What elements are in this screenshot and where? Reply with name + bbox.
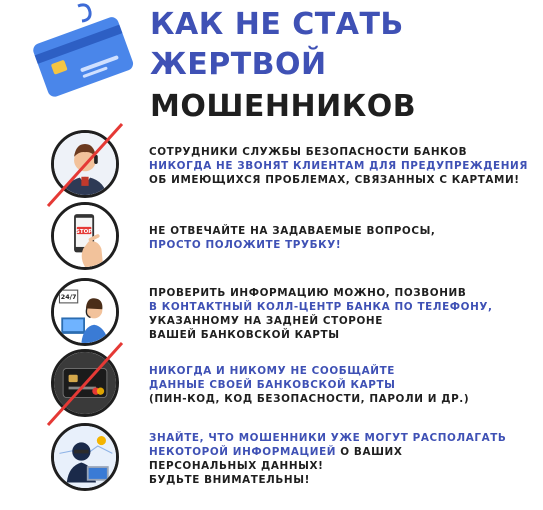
tip-text bbox=[149, 145, 528, 187]
tip-text bbox=[149, 431, 506, 487]
tip-card-data bbox=[48, 347, 538, 423]
tip-line-highlight: ПРОСТО ПОЛОЖИТЕ ТРУБКУ! bbox=[149, 239, 342, 251]
call-center-icon bbox=[51, 278, 119, 346]
phone-stop-icon bbox=[51, 202, 119, 270]
tip-personal-data bbox=[48, 421, 538, 497]
tip-line: СОТРУДНИКИ СЛУЖБЫ БЕЗОПАСНОСТИ БАНКОВ bbox=[149, 146, 468, 158]
hacker-icon bbox=[51, 423, 119, 491]
tip-line-highlight: НЕКОТОРОЙ ИНФОРМАЦИЕЙ bbox=[149, 446, 337, 458]
title-line-1: КАК НЕ СТАТЬ bbox=[150, 7, 404, 42]
tip-line-highlight: ДАННЫЕ СВОЕЙ БАНКОВСКОЙ КАРТЫ bbox=[149, 379, 396, 391]
tip-line: БУДЬТЕ ВНИМАТЕЛЬНЫ! bbox=[149, 474, 310, 486]
tip-call-center bbox=[48, 276, 538, 352]
tip-line: НЕ ОТВЕЧАЙТЕ НА ЗАДАВАЕМЫЕ ВОПРОСЫ, bbox=[149, 225, 436, 237]
svg-text:STOP: STOP bbox=[75, 228, 93, 235]
title-line-2: ЖЕРТВОЙ bbox=[150, 47, 327, 82]
bank-card-hook-icon bbox=[20, 2, 140, 102]
tip-line-mixed bbox=[149, 445, 506, 459]
tip-security-calls bbox=[48, 128, 538, 204]
tip-line: ПРОВЕРИТЬ ИНФОРМАЦИЮ МОЖНО, ПОЗВОНИВ bbox=[149, 287, 467, 299]
bank-card-icon bbox=[51, 349, 119, 417]
tip-line-highlight: В КОНТАКТНЫЙ КОЛЛ-ЦЕНТР БАНКА ПО ТЕЛЕФОНУ, bbox=[149, 301, 493, 313]
page-title bbox=[150, 6, 416, 122]
tip-line: УКАЗАННОМУ НА ЗАДНЕЙ СТОРОНЕ bbox=[149, 315, 383, 327]
tip-line: О ВАШИХ bbox=[336, 446, 403, 458]
tip-line-highlight: ЗНАЙТЕ, ЧТО МОШЕННИКИ УЖЕ МОГУТ РАСПОЛАГАТЬ bbox=[149, 432, 507, 444]
tip-line: ОБ ИМЕЮЩИХСЯ ПРОБЛЕМАХ, СВЯЗАННЫХ С КАРТАМИ! bbox=[149, 174, 520, 186]
badge-247: 24/7 bbox=[60, 293, 77, 302]
tip-text bbox=[149, 364, 469, 406]
tip-text bbox=[149, 224, 435, 252]
tip-line-highlight: НИКОГДА НЕ ЗВОНЯТ КЛИЕНТАМ ДЛЯ ПРЕДУПРЕЖДЕНИЯ bbox=[149, 160, 528, 172]
tip-line: (ПИН-КОД, КОД БЕЗОПАСНОСТИ, ПАРОЛИ И ДР.) bbox=[149, 393, 470, 405]
security-guard-icon bbox=[51, 130, 119, 198]
title-line-3: МОШЕННИКОВ bbox=[150, 89, 417, 124]
tip-hang-up bbox=[48, 200, 538, 276]
tip-text bbox=[149, 286, 493, 342]
tip-line-highlight: НИКОГДА И НИКОМУ НЕ СООБЩАЙТЕ bbox=[149, 365, 395, 377]
tip-line: ПЕРСОНАЛЬНЫХ ДАННЫХ! bbox=[149, 460, 324, 472]
tip-line: ВАШЕЙ БАНКОВСКОЙ КАРТЫ bbox=[149, 329, 340, 341]
